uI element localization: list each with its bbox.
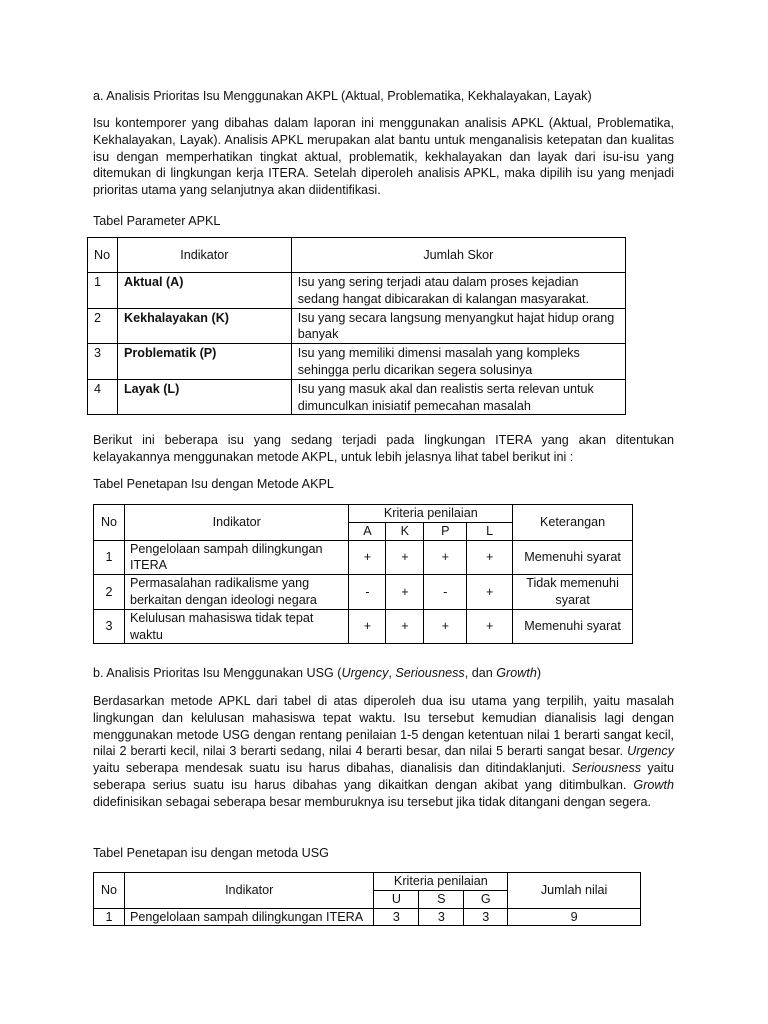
row-no: 3 [88, 344, 118, 380]
row-l: + [467, 575, 513, 610]
row-indikator: Kelulusan mahasiswa tidak tepat waktu [124, 609, 349, 644]
section-a-heading: a. Analisis Prioritas Isu Menggunakan AKPL (Aktual, Problematika, Kekhalayakan, Layak) [93, 89, 592, 103]
table-row [94, 540, 633, 575]
row-skor: Isu yang secara langsung menyangkut hajat hidup orang banyak [291, 308, 625, 344]
row-indikator: Kekhalayakan (K) [117, 308, 291, 344]
table-row [94, 908, 641, 926]
table2-title: Tabel Penetapan Isu dengan Metode AKPL [93, 477, 334, 491]
header-kriteria: Kriteria penilaian [349, 505, 513, 523]
row-k: + [386, 609, 424, 644]
section-b-heading: b. Analisis Prioritas Isu Menggunakan USG (Urgency, Seriousness, dan Growth) [93, 666, 542, 680]
row-keterangan: Memenuhi syarat [513, 609, 633, 644]
header-kriteria: Kriteria penilaian [374, 873, 508, 891]
subheader-p: P [424, 522, 467, 540]
row-skor: Isu yang masuk akal dan realistis serta relevan untuk dimunculkan inisiatif pemecahan masalah [291, 379, 625, 415]
row-indikator: Layak (L) [117, 379, 291, 415]
row-indikator: Pengelolaan sampah dilingkungan ITERA [124, 908, 373, 926]
row-no: 4 [88, 379, 118, 415]
row-keterangan: Tidak memenuhi syarat [513, 575, 633, 610]
subheader-a: A [349, 522, 386, 540]
table-header-row [94, 873, 641, 891]
row-skor: Isu yang memiliki dimensi masalah yang kompleks sehingga perlu dicarikan segera solusinya [291, 344, 625, 380]
row-no: 1 [94, 908, 125, 926]
table1-title: Tabel Parameter APKL [93, 214, 221, 228]
table-row [94, 575, 633, 610]
header-jumlah-skor: Jumlah Skor [291, 238, 625, 273]
header-indikator: Indikator [124, 505, 349, 541]
header-no: No [94, 505, 125, 541]
row-k: + [386, 540, 424, 575]
row-no: 2 [94, 575, 125, 610]
table-row [88, 308, 626, 344]
header-indikator: Indikator [117, 238, 291, 273]
row-l: + [467, 540, 513, 575]
row-skor: Isu yang sering terjadi atau dalam proses kejadian sedang hangat dibicarakan di kalangan masyarakat. [291, 273, 625, 309]
table-row [88, 344, 626, 380]
row-no: 1 [94, 540, 125, 575]
table-row [94, 609, 633, 644]
row-a: + [349, 609, 386, 644]
row-l: + [467, 609, 513, 644]
row-p: + [424, 609, 467, 644]
row-p: + [424, 540, 467, 575]
row-indikator: Permasalahan radikalisme yang berkaitan dengan ideologi negara [124, 575, 349, 610]
header-keterangan: Keterangan [513, 505, 633, 541]
row-no: 3 [94, 609, 125, 644]
header-jumlah-nilai: Jumlah nilai [508, 873, 641, 909]
row-indikator: Aktual (A) [117, 273, 291, 309]
header-no: No [88, 238, 118, 273]
apkl-parameter-table [87, 237, 626, 415]
row-keterangan: Memenuhi syarat [513, 540, 633, 575]
section-a-paragraph: Isu kontemporer yang dibahas dalam laporan ini menggunakan analisis APKL (Aktual, Problematika, Kekhalayakan, Layak). Analisis APKL merupakan alat bantu untuk menganalisis ketepatan dan kualitas isu dengan memperhatikan tingkat aktual, problematik, kekhalayakan dan layak dari isu-isu yang ditemukan di lingkungan kerja ITERA. Setelah diperoleh analisis APKL, maka dipilih isu yang menjadi prioritas utama yang selanjutnya akan diidentifikasi. [93, 116, 674, 198]
header-indikator: Indikator [124, 873, 373, 909]
subheader-l: L [467, 522, 513, 540]
section-b-paragraph: Berdasarkan metode APKL dari tabel di atas diperoleh dua isu utama yang terpilih, yaitu masalah lingkungan dan kelulusan mahasiswa tepat waktu. Isu tersebut kemudian dianalisis lagi dengan menggunakan metode USG dengan rentang penilaian 1-5 dengan ketentuan nilai 1 berarti sangat kecil, nilai 2 berarti kecil, nilai 3 berarti sedang, nilai 4 berarti besar, dan nilai 5 berarti sangat besar. Urgency yaitu seberapa mendesak suatu isu harus dibahas, dianalisis dan ditindaklanjuti. Seriousness yaitu seberapa serius suatu isu harus dibahas yang dikaitkan dengan akibat yang ditimbulkan. Growth didefinisikan sebagai seberapa besar memburuknya isu tersebut jika tidak ditangani dengan segera. [93, 694, 674, 809]
subheader-u: U [374, 890, 419, 908]
table3-title: Tabel Penetapan isu dengan metoda USG [93, 846, 329, 860]
row-u: 3 [374, 908, 419, 926]
header-no: No [94, 873, 125, 909]
table-header-row [88, 238, 626, 273]
usg-assessment-table [93, 872, 641, 926]
row-a: - [349, 575, 386, 610]
subheader-g: G [464, 890, 508, 908]
row-indikator: Problematik (P) [117, 344, 291, 380]
row-k: + [386, 575, 424, 610]
row-jumlah: 9 [508, 908, 641, 926]
table-row [88, 273, 626, 309]
row-p: - [424, 575, 467, 610]
row-a: + [349, 540, 386, 575]
table-header-row [94, 505, 633, 523]
row-no: 2 [88, 308, 118, 344]
table-row [88, 379, 626, 415]
row-g: 3 [464, 908, 508, 926]
row-indikator: Pengelolaan sampah dilingkungan ITERA [124, 540, 349, 575]
row-s: 3 [419, 908, 464, 926]
section-a-paragraph-2: Berikut ini beberapa isu yang sedang terjadi pada lingkungan ITERA yang akan ditentukan kelayakannya menggunakan metode AKPL, untuk lebih jelasnya lihat tabel berikut ini : [93, 433, 674, 464]
akpl-assessment-table [93, 504, 633, 644]
subheader-s: S [419, 890, 464, 908]
row-no: 1 [88, 273, 118, 309]
subheader-k: K [386, 522, 424, 540]
